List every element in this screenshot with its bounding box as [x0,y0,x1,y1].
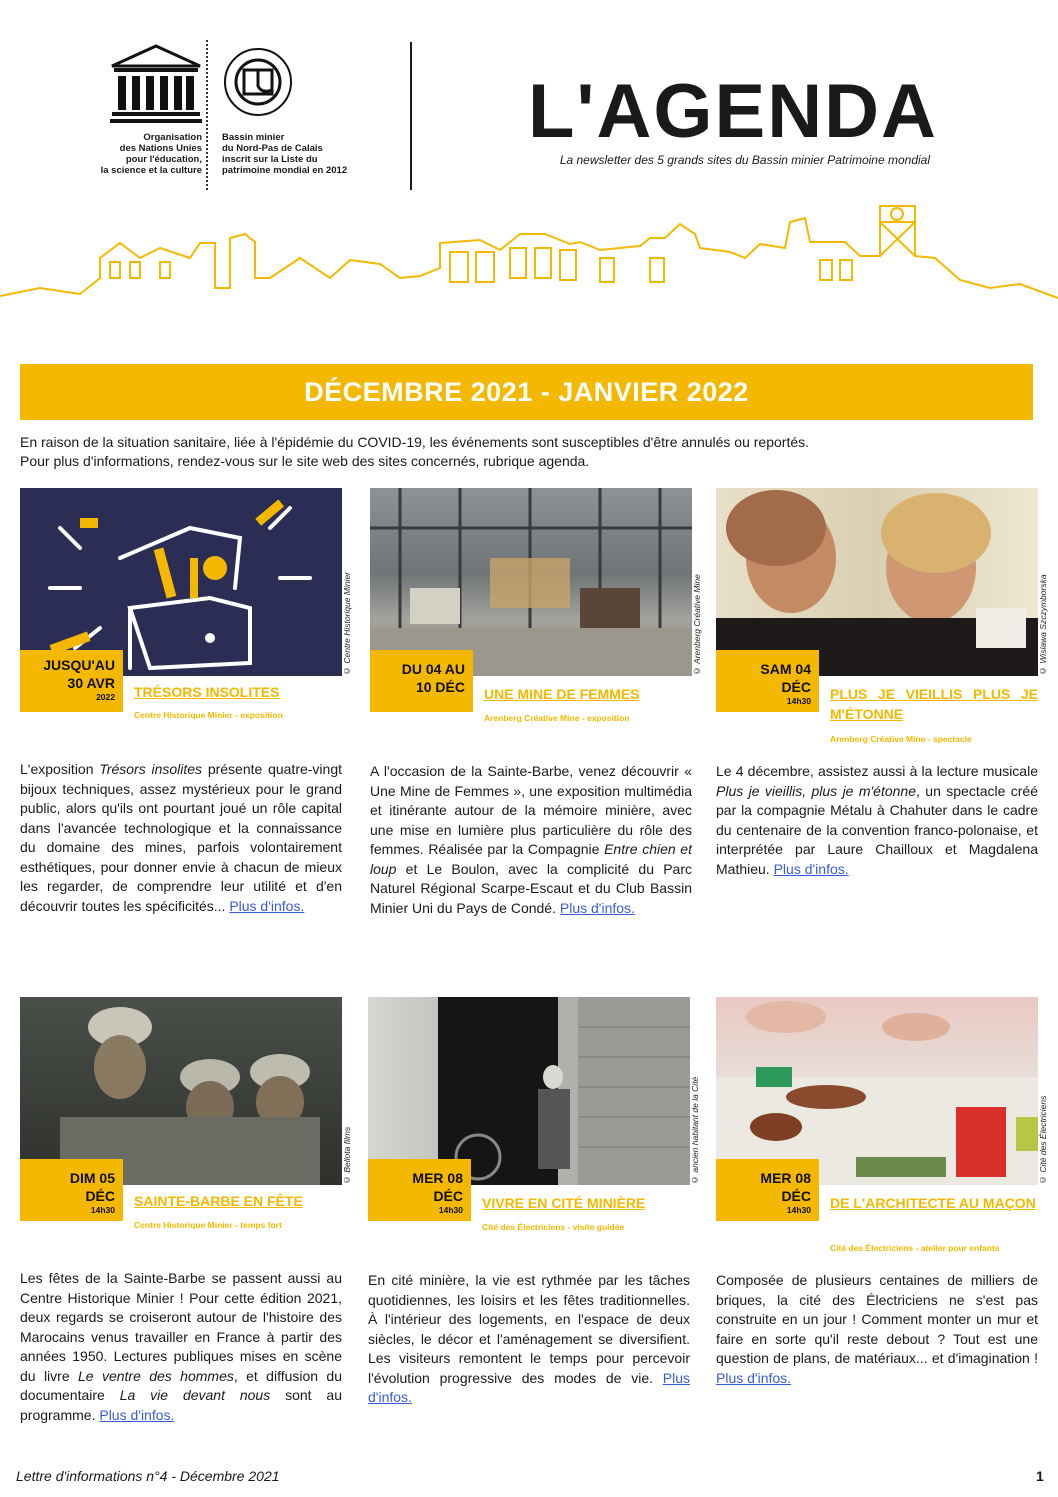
event-venue-type: Arenberg Créative Mine - exposition [484,713,630,723]
event-description: L'exposition Trésors insolites présente quatre-vingt bijoux techniques, assez mystérieux pour le grand public, alors qu'ils ont pourtant joué un rôle capital dans l'avancée technologique et la connaissance du domaine des mines, parfois volontairement esthétiques, pour donner envie à chacun de mieux les regarder, de comprendre leur utilité et d'en découvrir toutes les spécificités... Plus d'infos. [20,761,342,914]
event-date-badge: MER 08 DÉC 14h30 [716,1159,819,1221]
newsletter-issue: Lettre d'informations n°4 - Décembre 2021 [16,1468,280,1484]
event-title-link[interactable]: DE L'ARCHITECTE AU MAÇON [830,1195,1036,1211]
more-info-link[interactable]: Plus d'infos. [368,1369,690,1405]
event-photo-tresors [20,488,342,676]
period-banner: DÉCEMBRE 2021 - JANVIER 2022 [20,364,1033,420]
event-title-link[interactable]: VIVRE EN CITÉ MINIÈRE [482,1195,646,1211]
event-venue-type: Cité des Électriciens - visite guidée [482,1222,625,1232]
event-description: A l'occasion de la Sainte-Barbe, venez découvrir « Une Mine de Femmes », une exposition multimédia et itinérante autour de la mémoire minière, avec une mise en lumière plus particulière du rôle des femmes. Réalisée par la Compagnie Entre chien et loup et Le Boulon, avec la complicité du Parc Naturel Régional Scarpe-Escaut et du Club Bassin Minier Uni du Pays de Condé. Plus d'infos. [370,763,692,916]
photo-credit: © Wislawa Szczymborska [1038,574,1048,676]
photo-credit: © Bellota films [342,1126,352,1185]
page-subtitle: La newsletter des 5 grands sites du Bassin minier Patrimoine mondial [559,153,930,167]
event-photo-sainte-barbe [20,997,342,1185]
event-venue-type: Centre Historique Minier - temps fort [134,1220,282,1230]
unesco-caption: Organisation des Nations Unies pour l'éducation, la science et la culture [100,132,202,176]
event-date-badge: SAM 04 DÉC 14h30 [716,650,819,712]
event-date-badge: JUSQU'AU 30 AVR 2022 [20,650,123,712]
event-photo-mine-femmes [370,488,692,676]
more-info-link[interactable]: Plus d'infos. [559,899,635,916]
more-info-link[interactable]: Plus d'infos. [773,860,849,877]
more-info-link[interactable]: Plus d'infos. [716,1369,792,1386]
event-title-link[interactable]: TRÉSORS INSOLITES [134,684,280,700]
event-description: Le 4 décembre, assistez aussi à la lecture musicale Plus je vieillis, plus je m'étonne, un spectacle créé par la compagnie Métalu à Chahuter dans le cadre du centenaire de la convention franco-polonaise, et interprétée par Laure Chailloux et Magdalena Mathieu. Plus d'infos. [716,763,1039,877]
dotted-divider [206,40,212,190]
header-divider [410,42,412,190]
photo-credit: © Cité des Électriciens [1038,1095,1048,1185]
page-number: 1 [1036,1468,1044,1484]
photo-credit: © Centre Historique Minier [342,571,352,676]
event-photo-plus-je-vieillis [716,488,1038,676]
mining-skyline-illustration [0,198,1058,304]
event-title-link[interactable]: SAINTE-BARBE EN FÊTE [134,1193,303,1209]
world-heritage-logo [222,46,294,118]
event-venue-type: Centre Historique Minier - exposition [134,710,283,720]
event-date-badge: DU 04 AU 10 DÉC [370,650,473,712]
whc-caption: Bassin minier du Nord-Pas de Calais inscrit sur la Liste du patrimoine mondial en 2012 [222,132,348,176]
event-title-link[interactable]: UNE MINE DE FEMMES [484,686,640,702]
photo-credit: © Arenberg Créative Mine [692,574,702,676]
event-photo-vivre-cite [368,997,690,1185]
photo-credit: © ancien habitant de la Cité [690,1076,700,1185]
event-date-badge: MER 08 DÉC 14h30 [368,1159,471,1221]
event-description: En cité minière, la vie est rythmée par les tâches quotidiennes, les loisirs et les fêtes traditionnelles. À l'intérieur des logements, en l'espace de deux siècles, le décor et l'aménagement se diversifient. Les visiteurs remontent le temps pour percevoir l'évolution progressive des modes de vie. Plus d'infos. [368,1272,690,1405]
event-title-link[interactable]: PLUS JE VIEILLIS PLUS JE M'ÉTONNE [830,686,1038,722]
unesco-logo [110,44,202,126]
intro-text: En raison de la situation sanitaire, liée à l'épidémie du COVID-19, les événements sont susceptibles d'être annulés ou reportés. Pour plus d'informations, rendez-vous sur le site web des sites concernés, rubrique agenda. [20,434,810,469]
more-info-link[interactable]: Plus d'infos. [99,1406,175,1423]
more-info-link[interactable]: Plus d'infos. [229,897,305,914]
event-description: Les fêtes de la Sainte-Barbe se passent aussi au Centre Historique Minier ! Pour cette édition 2021, deux regards se croiseront autour de l'histoire des Marocains venus travailler en France à partir des années 1950. Lectures publiques mises en scène du livre Le ventre des hommes, et diffusion du documentaire La vie devant nous sont au programme. Plus d'infos. [20,1270,343,1423]
event-venue-type: Cité des Électriciens - atelier pour enfants [830,1243,1000,1253]
event-venue-type: Arenberg Créative Mine - spectacle [830,734,972,744]
event-date-badge: DIM 05 DÉC 14h30 [20,1159,123,1221]
event-photo-architecte-macon [716,997,1038,1185]
page-title: L'AGENDA [528,69,938,154]
event-description: Composée de plusieurs centaines de milliers de briques, la cité des Électriciens ne s'est pas construite en un jour ! Comment monter un mur et faire en sorte qu'il reste debout ? Tout est une question de plans, de matériaux... et d'imagination ! Plus d'infos. [716,1272,1038,1386]
